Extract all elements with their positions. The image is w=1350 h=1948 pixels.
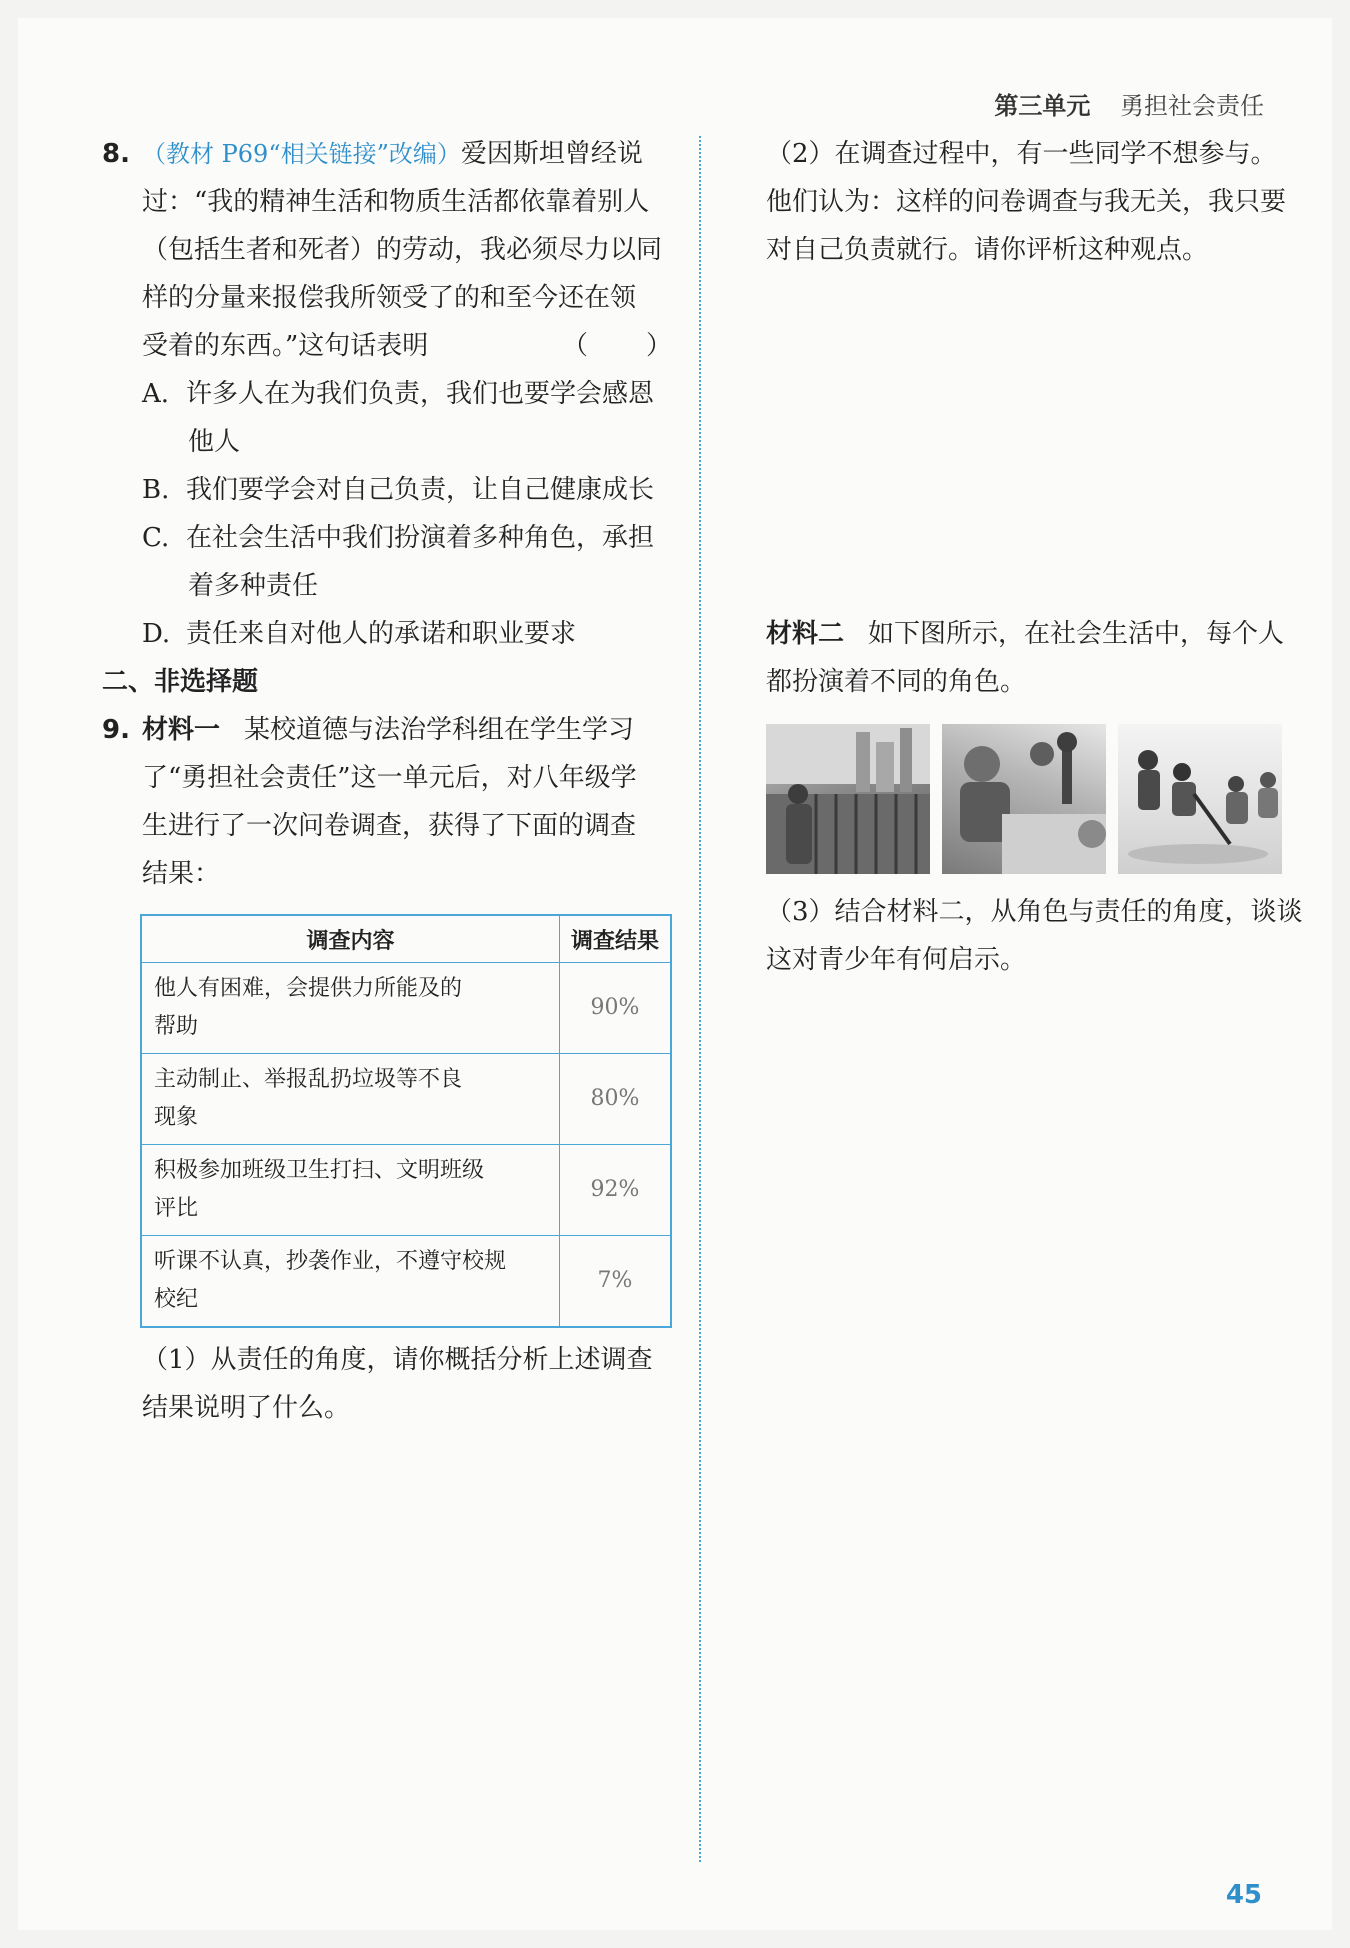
survey-table	[140, 914, 672, 1328]
sub-question-line: 这对青少年有何启示。	[766, 945, 1027, 975]
unit-title: 勇担社会责任	[1120, 92, 1264, 120]
question-8	[102, 130, 674, 658]
table-row	[141, 963, 671, 1054]
running-header	[994, 86, 1264, 121]
worker-photo	[766, 724, 930, 874]
survey-result: 80%	[560, 1054, 672, 1145]
survey-item: 校纪	[154, 1287, 199, 1312]
material-2	[766, 610, 1302, 984]
question-number: 9.	[102, 715, 130, 745]
option-text: 着多种责任	[188, 571, 319, 601]
material-text-line: 了“勇担社会责任”这一单元后，对八年级学	[142, 763, 637, 793]
material-label: 材料二	[766, 619, 845, 649]
photo-strip	[766, 724, 1302, 874]
question-source: （教材 P69“相关链接”改编）	[142, 140, 461, 168]
survey-result: 92%	[560, 1145, 672, 1236]
option-letter: D.	[142, 619, 171, 649]
column-divider	[699, 136, 701, 1862]
survey-result: 7%	[560, 1236, 672, 1328]
material-text-line: 如下图所示，在社会生活中，每个人	[868, 619, 1285, 649]
option-text: 他人	[188, 427, 241, 457]
material-text-line: 结果：	[142, 859, 221, 889]
option-b	[102, 466, 674, 514]
sub-question-3	[766, 888, 1302, 984]
option-letter: C.	[142, 523, 170, 553]
option-a	[102, 370, 674, 466]
surgeon-photo	[942, 724, 1106, 874]
question-stem-line: 样的分量来报偿我所领受了的和至今还在领	[142, 283, 637, 313]
sub-question-line: （2）在调查过程中，有一些同学不想参与。	[766, 139, 1277, 169]
option-letter: B.	[142, 475, 170, 505]
section-heading: 二、非选择题	[102, 667, 259, 697]
sub-question-1	[102, 1336, 674, 1432]
table-row	[141, 1236, 671, 1328]
material-label: 材料一	[142, 715, 221, 745]
page-number: 45	[1225, 1880, 1262, 1910]
survey-item: 积极参加班级卫生打扫、文明班级	[154, 1158, 485, 1183]
question-stem-line: 爱因斯坦曾经说	[460, 139, 643, 169]
table-header: 调查内容	[141, 915, 560, 963]
table-row	[141, 1145, 671, 1236]
sub-question-line: （3）结合材料二，从角色与责任的角度，谈谈	[766, 897, 1303, 927]
option-c	[102, 514, 674, 610]
survey-item: 评比	[154, 1196, 199, 1221]
option-text: 在社会生活中我们扮演着多种角色，承担	[186, 523, 655, 553]
question-number: 8.	[102, 139, 130, 169]
answer-bracket: （ ）	[561, 331, 674, 361]
material-text-line: 都扮演着不同的角色。	[766, 667, 1027, 697]
table-row	[141, 1054, 671, 1145]
right-column	[766, 130, 1302, 984]
sub-question-line: 结果说明了什么。	[142, 1393, 351, 1423]
material-text-line: 生进行了一次问卷调查，获得了下面的调查	[142, 811, 637, 841]
sub-question-2	[766, 130, 1302, 274]
sub-question-line: 他们认为：这样的问卷调查与我无关，我只要	[766, 187, 1287, 217]
question-stem-line: 过：“我的精神生活和物质生活都依靠着别人	[142, 187, 650, 217]
survey-item: 帮助	[154, 1014, 199, 1039]
survey-item: 现象	[154, 1105, 199, 1130]
option-text: 许多人在为我们负责，我们也要学会感恩	[186, 379, 655, 409]
material-text-line: 某校道德与法治学科组在学生学习	[244, 715, 635, 745]
survey-result: 90%	[560, 963, 672, 1054]
unit-number: 第三单元	[994, 92, 1091, 120]
option-text: 责任来自对他人的承诺和职业要求	[186, 619, 577, 649]
option-letter: A.	[142, 379, 170, 409]
option-text: 我们要学会对自己负责，让自己健康成长	[186, 475, 655, 505]
survey-item: 主动制止、举报乱扔垃圾等不良	[154, 1067, 463, 1092]
workbook-page	[18, 18, 1332, 1930]
survey-item: 听课不认真，抄袭作业，不遵守校规	[154, 1249, 507, 1274]
snow-clearing-photo	[1118, 724, 1282, 874]
option-d	[102, 610, 674, 658]
question-stem-line: 受着的东西。”这句话表明	[142, 331, 429, 361]
question-9	[102, 706, 674, 1432]
sub-question-line: （1）从责任的角度，请你概括分析上述调查	[142, 1345, 653, 1375]
question-stem-line: （包括生者和死者）的劳动，我必须尽力以同	[142, 235, 663, 265]
survey-item: 他人有困难，会提供力所能及的	[154, 976, 463, 1001]
table-header: 调查结果	[560, 915, 672, 963]
sub-question-line: 对自己负责就行。请你评析这种观点。	[766, 235, 1209, 265]
left-column	[102, 130, 674, 1432]
